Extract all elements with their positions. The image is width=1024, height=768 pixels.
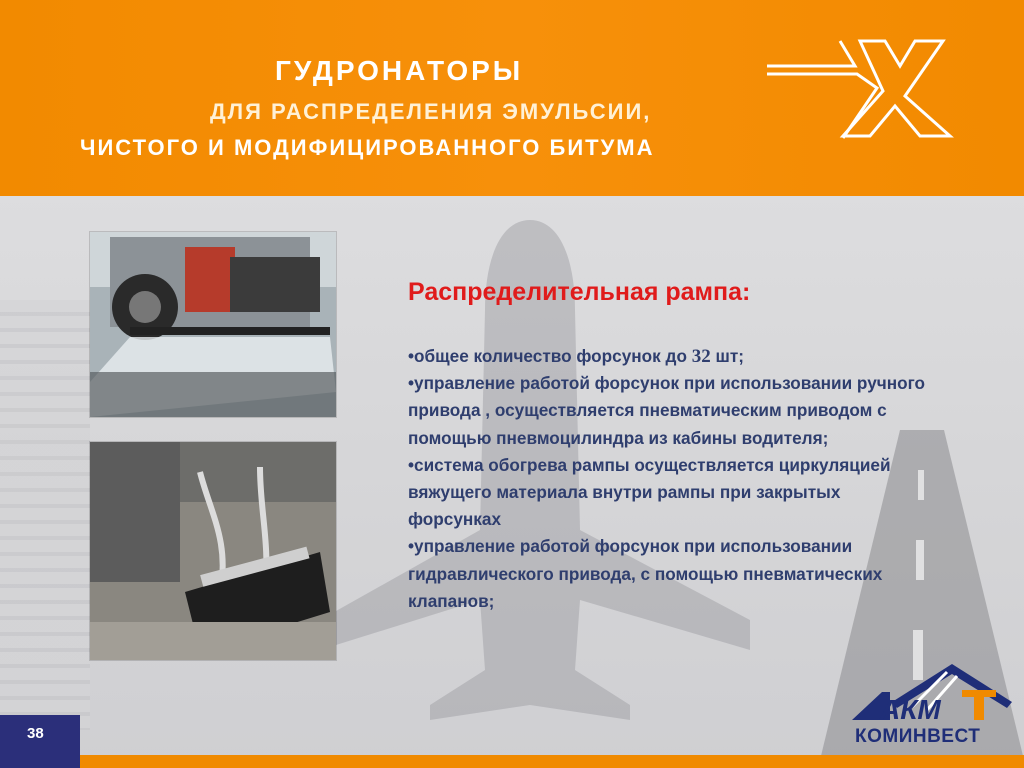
company-name: КОМИНВЕСТ bbox=[855, 726, 981, 747]
list-item: •общее количество форсунок до 32 шт; bbox=[408, 346, 744, 367]
list-item: •система обогрева рампы осуществляется циркуляцией вяжущего материала внутри рампы при закрытых форсунках bbox=[408, 454, 891, 530]
truck-spray-bar-photo bbox=[90, 232, 336, 417]
page-number: 38 bbox=[0, 715, 80, 768]
list-item: •управление работой форсунок при использовании гидравлического привода, с помощью пневматических клапанов; bbox=[408, 536, 883, 611]
page-title: ГУДРОНАТОРЫ bbox=[275, 55, 524, 86]
background-buildings bbox=[0, 300, 90, 730]
arrow-logo-icon bbox=[765, 36, 955, 141]
header-band bbox=[0, 0, 1024, 196]
feature-list bbox=[408, 343, 928, 615]
section-title: Распределительная рампа: bbox=[408, 278, 751, 306]
spray-bar-closeup-photo bbox=[90, 442, 336, 660]
list-item: •управление работой форсунок при использовании ручного привода , осуществляется пневматическим приводом с помощью пневмоцилиндра из кабины водителя; bbox=[408, 373, 926, 448]
svg-text:АКМ: АКМ bbox=[880, 694, 941, 725]
bottom-stripe bbox=[80, 755, 1024, 768]
page-subtitle-line-2: ЧИСТОГО И МОДИФИЦИРОВАННОГО БИТУМА bbox=[80, 135, 655, 160]
page-subtitle-line-1: ДЛЯ РАСПРЕДЕЛЕНИЯ ЭМУЛЬСИИ, bbox=[210, 99, 652, 124]
